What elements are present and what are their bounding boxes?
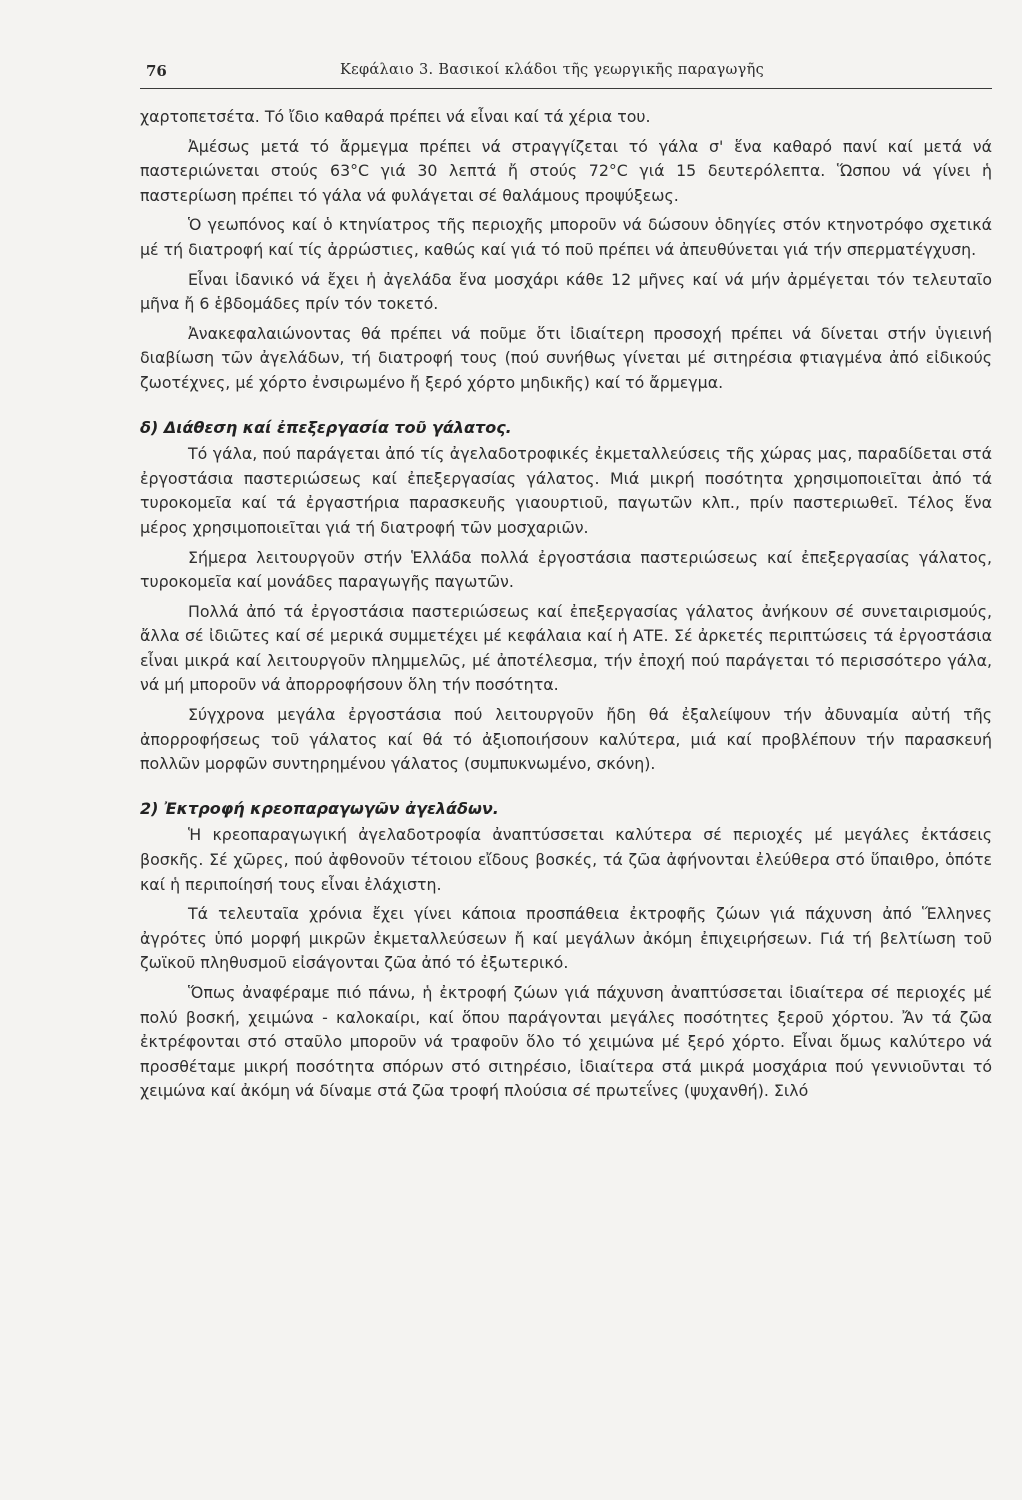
section-heading-beef-cattle: 2) Ἐκτροφή κρεοπαραγωγῶν ἀγελάδων. [140, 798, 499, 818]
page-body [140, 105, 992, 1104]
paragraph: Πολλά ἀπό τά ἐργοστάσια παστεριώσεως καί ἐπεξεργασίας γάλατος ἀνήκουν σέ συνεταιρισμούς, ἄλλα σέ ἰδιῶτες καί σέ μερικά συμμετέχει μέ κεφάλαια καί ἡ ΑΤΕ. Σέ ἀρκετές περιπτώσεις τά ἐργοστάσια εἶναι μικρά καί λειτουργοῦν πλημμελῶς, μέ ἀποτέλεσμα, τήν ἐποχή πού παράγεται τό περισσότερο γάλα, νά μή μποροῦν νά ἀπορροφήσουν ὅλη τήν ποσότητα. [140, 601, 992, 695]
paragraph: Τό γάλα, πού παράγεται ἀπό τίς ἀγελαδοτροφικές ἐκμεταλλεύσεις τῆς χώρας μας, παραδίδεται στά ἐργοστάσια παστεριώσεως καί ἐπεξεργασίας γάλατος. Μιά μικρή ποσότητα χρησιμοποιεῖται ἀπό τά τυροκομεῖα καί τά ἐργαστήρια παρασκευῆς γιαουρτιοῦ, παγωτῶν κλπ., πρίν παστεριωθεῖ. Τέλος ἕνα μέρος χρησιμοποιεῖται γιά τή διατροφή τῶν μοσχαριῶν. [140, 444, 992, 537]
book-page [140, 62, 992, 1109]
paragraph: Ὁ γεωπόνος καί ὁ κτηνίατρος τῆς περιοχῆς μποροῦν νά δώσουν ὁδηγίες στόν κτηνοτρόφο σχετικά μέ τή διατροφή καί τίς ἀρρώστιες, καθώς καί γιά τό ποῦ πρέπει νά ἀπευθύνεται γιά τήν σπερματέγχυση. [140, 215, 992, 259]
chapter-title: Κεφάλαιο 3. Βασικοί κλάδοι τῆς γεωργικῆς παραγωγῆς [340, 62, 765, 78]
section-heading-distribution: δ) Διάθεση καί ἐπεξεργασία τοῦ γάλατος. [140, 417, 512, 437]
page-number: 76 [146, 62, 167, 80]
paragraph: Εἶναι ἰδανικό νά ἔχει ἡ ἀγελάδα ἕνα μοσχάρι κάθε 12 μῆνες καί νά μήν ἀρμέγεται τόν τελευταῖο μῆνα ἤ 6 ἑβδομάδες πρίν τόν τοκετό. [140, 269, 992, 314]
paragraph: Σύγχρονα μεγάλα ἐργοστάσια πού λειτουργοῦν ἤδη θά ἐξαλείψουν τήν ἀδυναμία αὐτή τῆς ἀπορροφήσεως τοῦ γάλατος καί θά τό ἀξιοποιήσουν καλύτερα, μιά καί προβλέπουν τήν παρασκευή πολλῶν μορφῶν συντηρημένου γάλατος (συμπυκνωμένο, σκόνη). [140, 705, 992, 774]
paragraph: Ἀνακεφαλαιώνοντας θά πρέπει νά ποῦμε ὅτι ἰδιαίτερη προσοχή πρέπει νά δίνεται στήν ὑγιεινή διαβίωση τῶν ἀγελάδων, τή διατροφή τους (πού συνήθως γίνεται μέ σιτηρέσια φτιαγμένα ἀπό εἰδικούς ζωοτέχνες, μέ χόρτο ἐνσιρωμένο ἤ ξερό χόρτο μηδικῆς) καί τό ἄρμεγμα. [140, 323, 992, 392]
paragraph: Ὅπως ἀναφέραμε πιό πάνω, ἡ ἐκτροφή ζώων γιά πάχυνση ἀναπτύσσεται ἰδιαίτερα σέ περιοχές μέ πολύ βοσκή, χειμώνα - καλοκαίρι, καί ὅπου παράγονται μεγάλες ποσότητες ξεροῦ χόρτου. Ἄν τά ζῶα ἐκτρέφονται στό σταῦλο μποροῦν νά τραφοῦν ὅλο τό χειμώνα μέ ξερό χόρτο. Εἶναι ὅμως καλύτερο νά προσθέταμε μικρή ποσότητα σπόρων στό σιτηρέσιο, ἰδιαίτερα στά μικρά μοσχάρια πού γεννιοῦνται τό χειμώνα καί ἀκόμη νά δίναμε στά ζῶα τροφή πλούσια σέ πρωτεΐνες (ψυχανθή). Σιλό [140, 983, 992, 1101]
paragraph: χαρτοπετσέτα. Τό ἴδιο καθαρά πρέπει νά εἶναι καί τά χέρια του. [140, 107, 651, 126]
paragraph: Τά τελευταῖα χρόνια ἔχει γίνει κάποια προσπάθεια ἐκτροφῆς ζώων γιά πάχυνση ἀπό Ἕλληνες ἀγρότες ὑπό μορφή μικρῶν ἐκμεταλλεύσεων ἤ καί μεγάλων ἀκόμη ἐπιχειρήσεων. Γιά τή βελτίωση τοῦ ζωϊκοῦ πληθυσμοῦ εἰσάγονται ζῶα ἀπό τό ἐξωτερικό. [140, 904, 992, 973]
running-header [140, 62, 992, 89]
paragraph: Ἡ κρεοπαραγωγική ἀγελαδοτροφία ἀναπτύσσεται καλύτερα σέ περιοχές μέ μεγάλες ἐκτάσεις βοσκῆς. Σέ χῶρες, πού ἀφθονοῦν τέτοιου εἴδους βοσκές, τά ζῶα ἀφήνονται ἐλεύθερα στό ὕπαιθρο, ὁπότε καί ἡ περιποίησή τους εἶναι ἐλάχιστη. [140, 825, 992, 894]
paragraph: Ἀμέσως μετά τό ἄρμεγμα πρέπει νά στραγγίζεται τό γάλα σ' ἕνα καθαρό πανί καί μετά νά παστεριώνεται στούς 63°C γιά 30 λεπτά ἤ στούς 72°C γιά 15 δευτερόλεπτα. Ὥσπου νά γίνει ἡ παστερίωση πρέπει τό γάλα νά φυλάγεται σέ θαλάμους προψύξεως. [140, 136, 992, 205]
paragraph: Σήμερα λειτουργοῦν στήν Ἑλλάδα πολλά ἐργοστάσια παστεριώσεως καί ἐπεξεργασίας γάλατος, τυροκομεῖα καί μονάδες παραγωγῆς παγωτῶν. [140, 547, 992, 592]
